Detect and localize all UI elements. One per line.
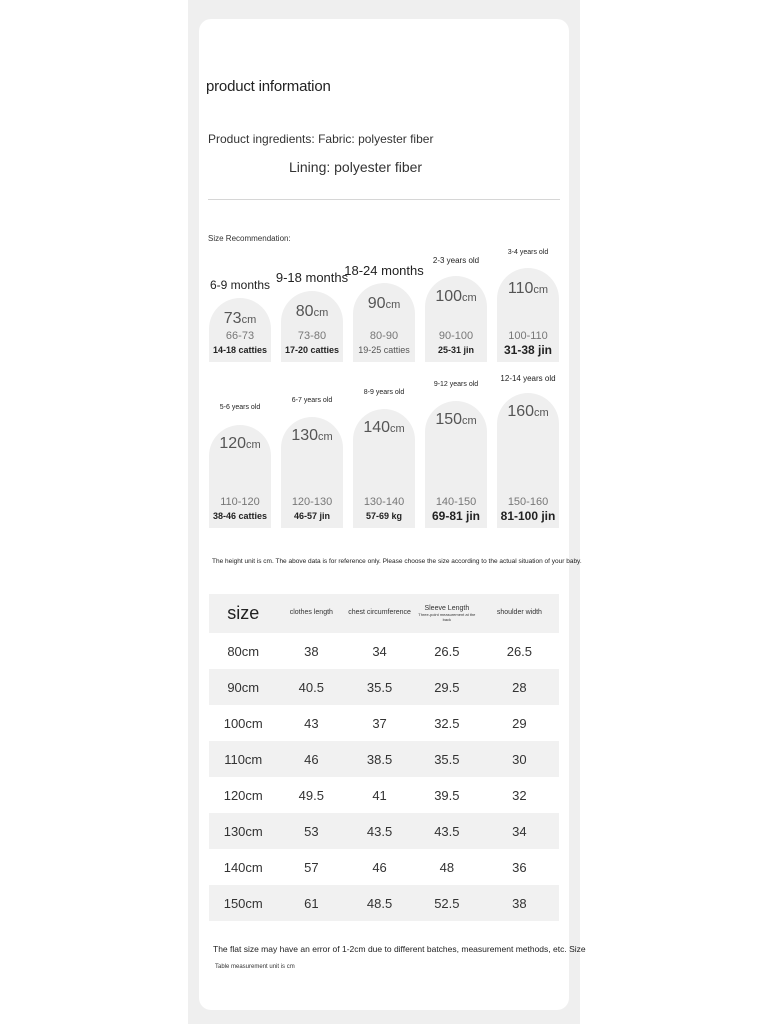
size-table-body [209, 633, 559, 921]
table-cell: 36 [512, 859, 527, 875]
height-value [209, 310, 271, 328]
height-range: 90-100 [438, 330, 474, 342]
height-value [281, 427, 343, 445]
height-value [425, 411, 487, 429]
table-cell: 48 [439, 859, 455, 875]
table-cell: 80cm [227, 643, 260, 659]
height-number: 150 [435, 411, 463, 428]
table-cell: 46 [372, 859, 387, 875]
table-cell: 35.5 [345, 669, 414, 705]
table-cell: 130cm [209, 813, 277, 849]
table-row [209, 849, 559, 885]
size-table [209, 594, 559, 921]
age-label: 5-6 years old [219, 404, 261, 411]
table-cell: 28 [480, 669, 559, 705]
header-clothes-length: clothes length [277, 594, 345, 633]
lining-ingredients: Lining: polyester fiber [289, 159, 423, 175]
height-unit: cm [390, 423, 405, 435]
height-value [497, 403, 559, 421]
size-recommendation-label: Size Recommendation: [208, 234, 291, 243]
height-range: 120-130 [291, 496, 333, 508]
table-cell: 46 [277, 741, 345, 777]
weight-range: 31-38 jin [503, 343, 553, 357]
table-row [209, 741, 559, 777]
table-cell: 38.5 [345, 741, 414, 777]
weight-range: 69-81 jin [431, 509, 481, 523]
table-cell: 43.5 [345, 813, 414, 849]
height-unit: cm [534, 407, 549, 419]
sleeve-length-label: Sleeve Length [424, 604, 470, 612]
height-number: 90 [367, 295, 386, 312]
height-unit: cm [313, 307, 329, 319]
table-cell: 29 [512, 715, 527, 731]
table-cell: 34 [480, 813, 559, 849]
height-range: 66-73 [225, 330, 255, 342]
header-sleeve-length [414, 594, 480, 633]
weight-range: 14-18 catties [212, 345, 268, 355]
table-cell: 39.5 [434, 787, 460, 803]
weight-range: 81-100 jin [500, 509, 556, 523]
height-range: 130-140 [363, 496, 405, 508]
table-cell: 26.5 [434, 643, 460, 659]
table-cell: 32 [512, 787, 527, 803]
height-number: 80 [295, 303, 314, 320]
weight-range: 46-57 jin [293, 511, 331, 521]
age-label: 2-3 years old [432, 256, 480, 265]
height-value [425, 288, 487, 306]
age-label: 9-18 months [275, 270, 349, 285]
table-cell: 43 [304, 715, 319, 731]
table-cell: 30 [480, 741, 559, 777]
table-header-row [209, 594, 559, 633]
table-cell: 53 [277, 813, 345, 849]
weight-range: 57-69 kg [365, 511, 403, 521]
table-cell: 38 [304, 643, 319, 659]
height-number: 140 [363, 419, 391, 436]
height-unit: cm [318, 431, 333, 443]
table-cell: 49.5 [298, 787, 324, 803]
age-label: 8-9 years old [363, 389, 405, 396]
table-row [209, 813, 559, 849]
footer-error-note: The flat size may have an error of 1-2cm due to different batches, measurement methods, etc. Size [213, 944, 586, 954]
height-range: 100-110 [508, 330, 548, 342]
height-value [281, 303, 343, 321]
table-row [209, 705, 559, 741]
height-range: 73-80 [297, 330, 327, 342]
table-row [209, 777, 559, 813]
table-cell: 57 [304, 859, 319, 875]
table-cell: 48.5 [345, 885, 414, 921]
table-cell: 37 [372, 715, 387, 731]
table-cell: 120cm [223, 787, 263, 803]
height-value [353, 419, 415, 437]
height-range: 110-120 [220, 496, 260, 508]
table-cell: 35.5 [414, 741, 480, 777]
header-chest-circumference: chest circumference [345, 594, 414, 633]
height-number: 120 [219, 435, 247, 452]
age-label: 9-12 years old [433, 381, 479, 388]
page-title: product information [206, 78, 331, 95]
height-range: 80-90 [369, 330, 399, 342]
weight-range: 25-31 jin [437, 345, 475, 355]
height-note: The height unit is cm. The above data is for reference only. Please choose the size according to the actual situation of your baby. [212, 558, 582, 565]
height-number: 73 [223, 310, 242, 327]
height-unit: cm [385, 299, 401, 311]
weight-range: 17-20 catties [284, 345, 340, 355]
header-shoulder-width: shoulder width [480, 594, 559, 633]
height-value [353, 295, 415, 313]
table-cell: 61 [277, 885, 345, 921]
table-cell: 32.5 [434, 715, 460, 731]
table-row [209, 885, 559, 921]
table-cell: 52.5 [414, 885, 480, 921]
table-cell: 38 [480, 885, 559, 921]
height-unit: cm [246, 439, 261, 451]
table-cell: 100cm [223, 715, 263, 731]
table-cell: 41 [372, 787, 387, 803]
table-cell: 34 [372, 643, 387, 659]
table-cell: 26.5 [506, 643, 533, 659]
table-cell: 110cm [209, 741, 277, 777]
table-cell: 90cm [209, 669, 277, 705]
height-value [209, 435, 271, 453]
age-label: 3-4 years old [507, 249, 549, 256]
height-range: 140-150 [435, 496, 477, 508]
divider [208, 199, 560, 200]
height-range: 150-160 [507, 496, 549, 508]
table-cell: 140cm [223, 859, 263, 875]
weight-range: 19-25 catties [358, 345, 410, 355]
age-label: 18-24 months [344, 263, 424, 278]
height-unit: cm [241, 314, 257, 326]
table-cell: 43.5 [414, 813, 480, 849]
age-label: 12-14 years old [500, 374, 556, 383]
height-unit: cm [462, 415, 477, 427]
table-cell: 29.5 [414, 669, 480, 705]
height-number: 110 [507, 280, 534, 297]
sleeve-measurement-note: Three-point measurement at the back [418, 611, 476, 622]
table-row [209, 633, 559, 669]
height-value [497, 280, 559, 298]
height-unit: cm [533, 284, 549, 296]
fabric-ingredients: Product ingredients: Fabric: polyester fiber [208, 132, 434, 146]
age-label: 6-9 months [209, 278, 271, 292]
height-number: 130 [291, 427, 319, 444]
height-number: 160 [507, 403, 535, 420]
footer-unit-note: Table measurement unit is cm [215, 964, 295, 970]
table-cell: 40.5 [277, 669, 345, 705]
age-label: 6-7 years old [291, 397, 333, 404]
table-cell: 150cm [209, 885, 277, 921]
height-number: 100 [435, 288, 463, 305]
header-size: size [209, 594, 277, 633]
table-row [209, 669, 559, 705]
weight-range: 38-46 catties [212, 511, 268, 521]
height-unit: cm [462, 292, 477, 304]
